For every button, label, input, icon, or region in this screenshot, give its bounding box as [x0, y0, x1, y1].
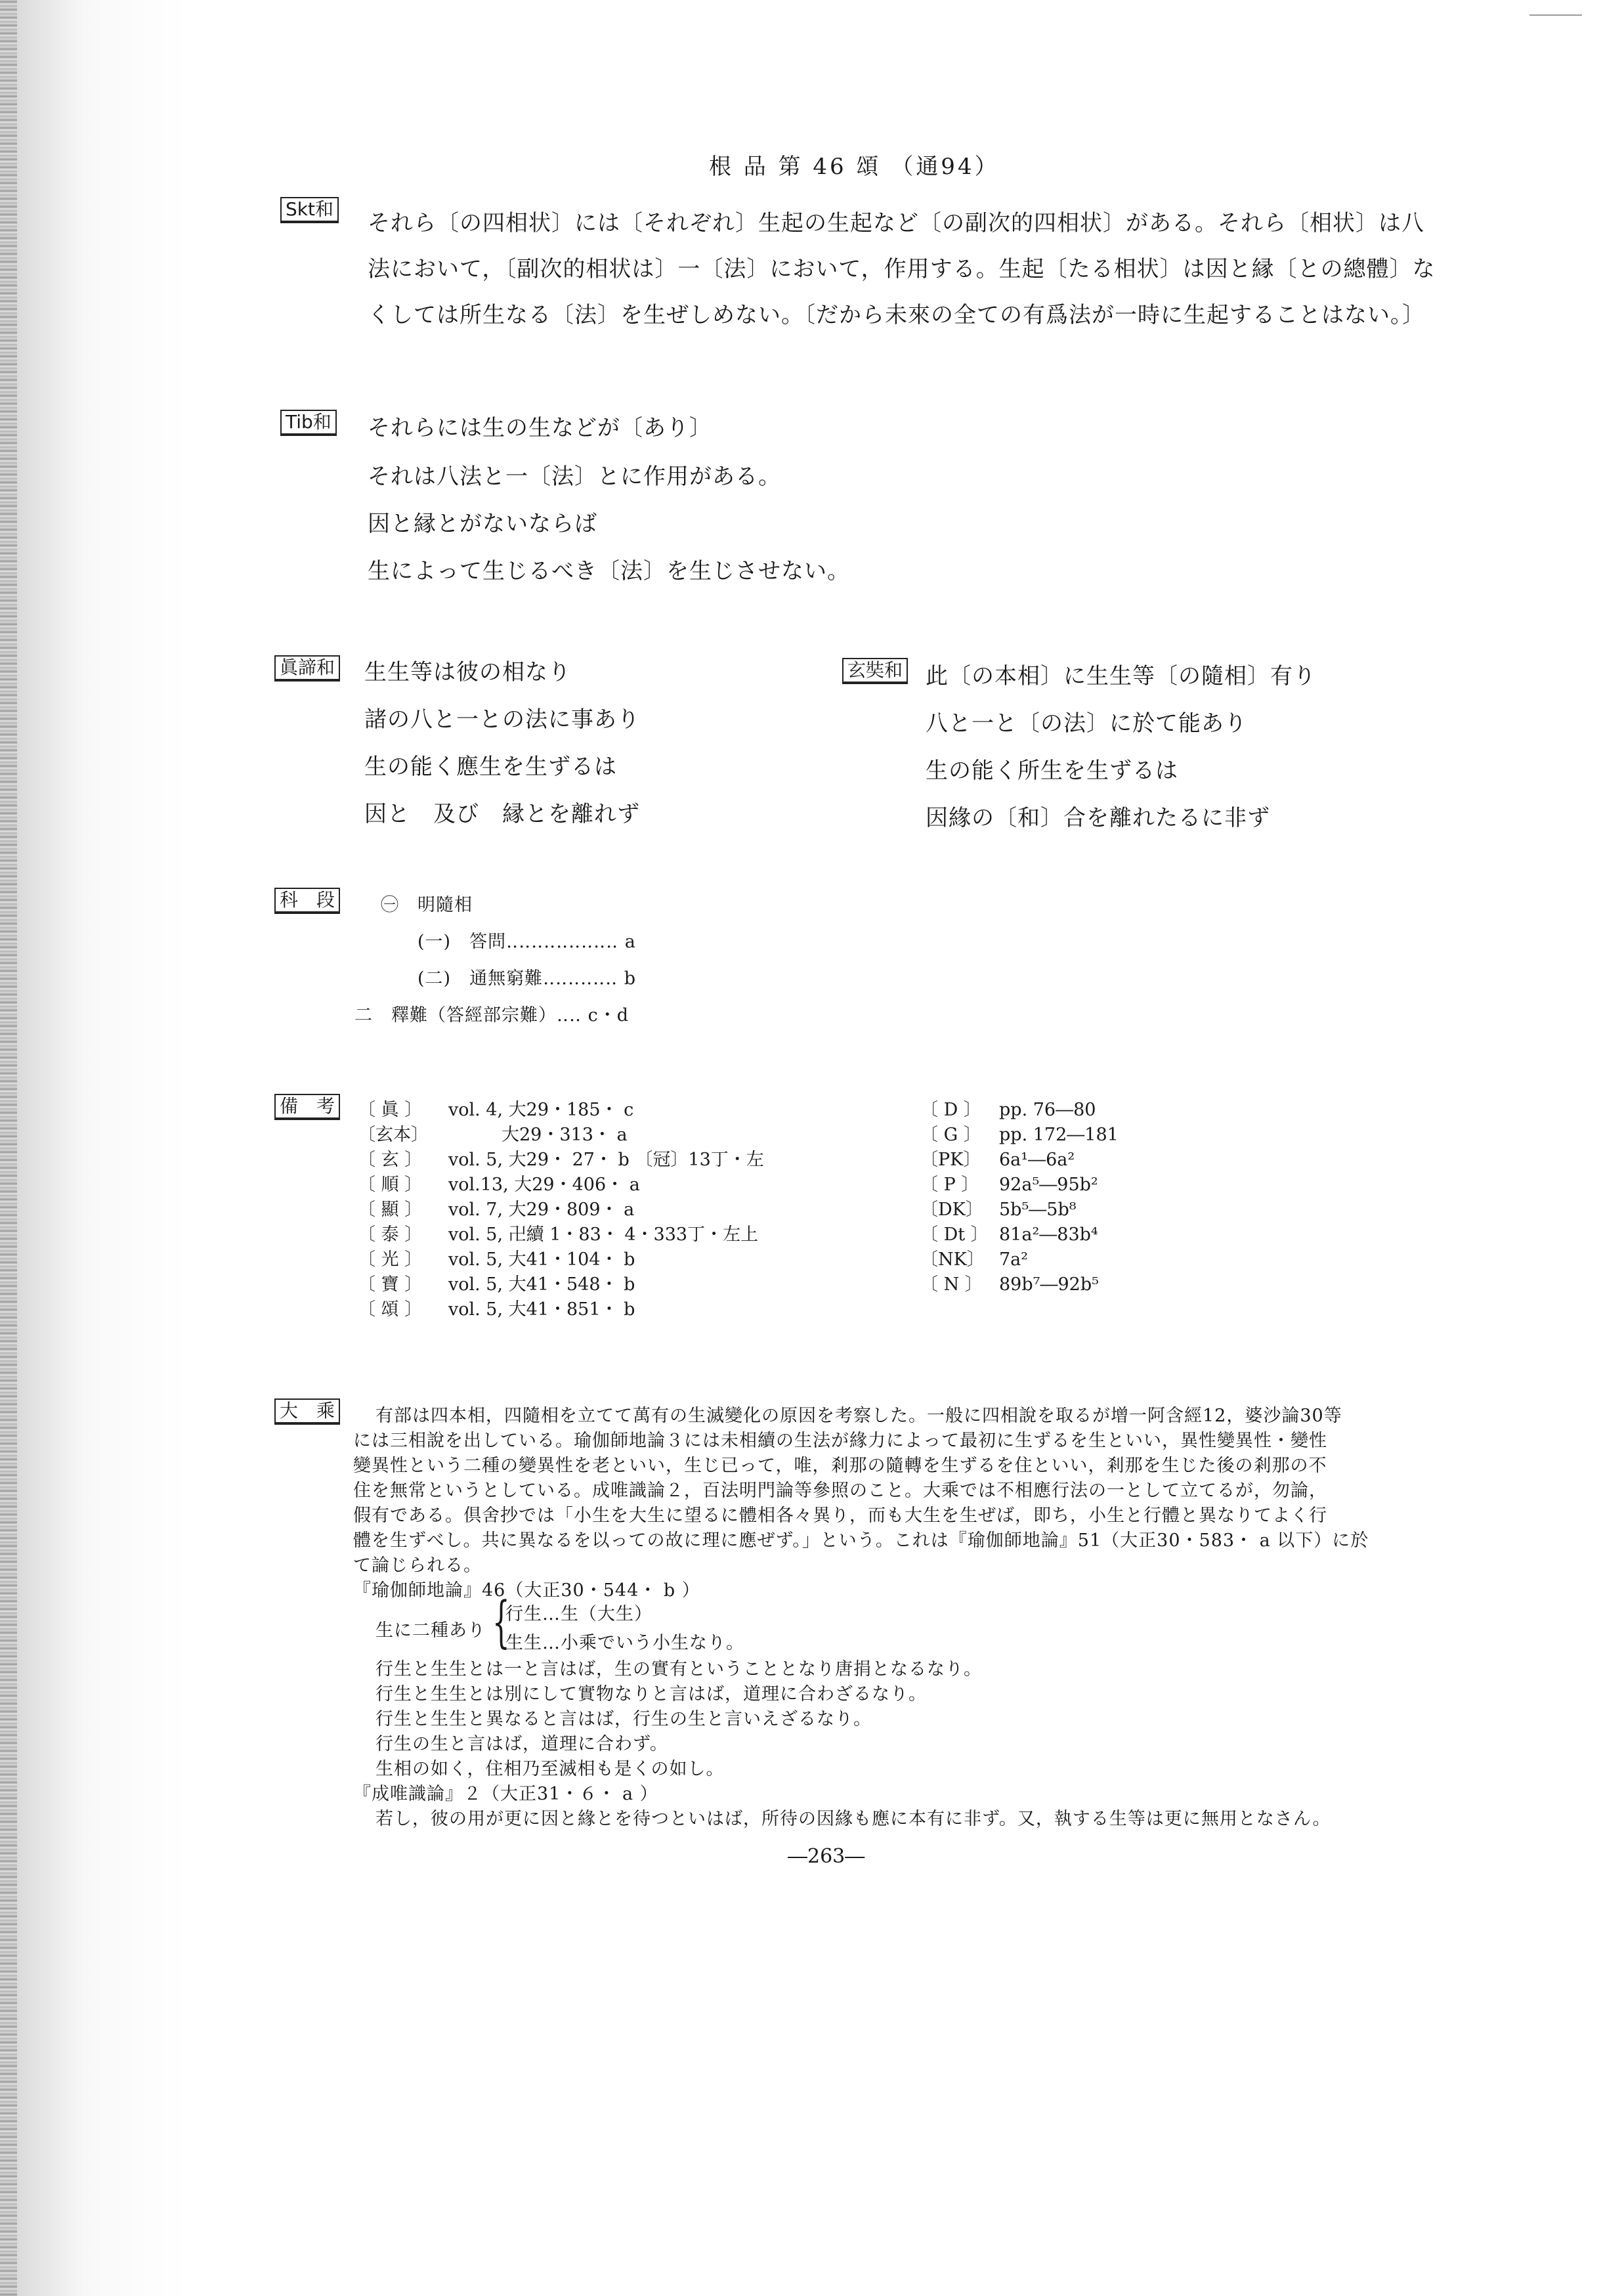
daijo-line: には三相說を出している。瑜伽師地論３には未相續の生法が緣力によって最初に生ずるを生といい，異性變異性・變性 [353, 1431, 1327, 1451]
genjo-tag: 玄奘和 [842, 658, 908, 684]
ref-left: 〔 順 〕 vol.13, 大29・406・ a [358, 1175, 640, 1195]
ref-right: 〔 P 〕 92a⁵―95b² [920, 1175, 1098, 1195]
ref-right: 〔NK〕 7a² [920, 1249, 1029, 1270]
brace-item: 生生…小乘でいう小生なり。 [505, 1633, 744, 1653]
joyuishiki-ref: 『成唯識論』２（大正31・６・ a ） [353, 1784, 658, 1804]
ref-right: 〔 D 〕 pp. 76―80 [920, 1100, 1096, 1120]
daijo-line: 假有である。倶舍抄では「小生を大生に望るに體相各々異り，而も大生を生ぜば，即ち，小生と行體と異なりてよく行 [353, 1505, 1327, 1526]
shindai-line: 諸の八と一との法に事あり [364, 706, 640, 733]
skt-line: 法において，〔副次的相状は〕一〔法〕において，作用する。生起〔たる相状〕は因と縁〔との總體〕な [368, 256, 1436, 282]
yuga-line: 行生と生生とは別にして實物なりと言はば，道理に合わざるなり。 [375, 1684, 927, 1704]
ref-left: 〔 顯 〕 vol. 7, 大29・809・ a [358, 1200, 635, 1220]
kadan-item: ㊀ 明隨相 [381, 895, 473, 915]
ref-right: 〔PK〕 6a¹―6a² [920, 1150, 1075, 1170]
ref-right: 〔 Dt 〕 81a²―83b⁴ [920, 1224, 1098, 1245]
shindai-line: 生生等は彼の相なり [364, 659, 571, 685]
kadan-item: 二 釋難（答經部宗難）‥‥ c・d [354, 1005, 630, 1026]
kadan-tag: 科 段 [274, 888, 340, 914]
skt-line: くしては所生なる〔法〕を生ぜしめない。〔だから未來の全ての有爲法が一時に生起することはない。〕 [368, 302, 1425, 328]
page-number: ―263― [788, 1845, 865, 1868]
daijo-line: 變異性という二種の變異性を老といい，生じ已って，唯，剎那の隨轉を生ずるを住といい，剎那を生じた後の剎那の不 [353, 1456, 1327, 1476]
yuga-line: 生相の如く，住相乃至滅相も是くの如し。 [375, 1759, 725, 1779]
shindai-tag: 眞諦和 [274, 655, 340, 682]
scan-shadow [17, 0, 188, 2296]
brace-item: 行生…生（大生） [505, 1604, 652, 1624]
ref-left: 〔 寶 〕 vol. 5, 大41・548・ b [358, 1274, 635, 1295]
ref-right: 〔 N 〕 89b⁷―92b⁵ [920, 1274, 1099, 1295]
joyuishiki-line: 若し，彼の用が更に因と緣とを待つといはば，所待の因緣も應に本有に非ず。又，執する生等は更に無用となさん。 [375, 1809, 1331, 1829]
ref-left: 〔 光 〕 vol. 5, 大41・104・ b [358, 1249, 635, 1270]
ref-left: 〔 眞 〕 vol. 4, 大29・185・ c [358, 1100, 634, 1120]
daijo-line: て論じられる。 [353, 1555, 482, 1576]
brace-icon: { [492, 1590, 510, 1654]
page-title: 根 品 第 46 頌 （通94） [709, 154, 1000, 180]
tib-line: 因と縁とがないならば [368, 511, 597, 537]
tib-tag: Tib和 [280, 410, 337, 436]
scan-edge [0, 0, 17, 2296]
yuga-line: 行生の生と言はば，道理に合わず。 [375, 1734, 668, 1754]
genjo-line: 此〔の本相〕に生生等〔の隨相〕有り [926, 663, 1316, 689]
yuga-line: 行生と生生とは一と言はば，生の實有ということとなり唐捐となるなり。 [375, 1659, 982, 1679]
shindai-line: 生の能く應生を生ずるは [364, 754, 617, 780]
tib-line: 生によって生じるべき〔法〕を生じさせない。 [368, 558, 850, 584]
kadan-item: (一) 答問‥‥‥‥‥‥‥‥‥ a [417, 932, 636, 952]
scan-mark [1529, 14, 1582, 16]
kadan-item: (二) 通無窮難‥‥‥‥‥‥ b [417, 968, 636, 989]
daijo-line: 體を生ずべし。共に異なるを以っての故に理に應ぜず。」という。これは『瑜伽師地論』51（大正30・583・ a 以下）に於 [353, 1530, 1369, 1551]
ref-right: 〔 G 〕 pp. 172―181 [920, 1125, 1119, 1145]
ref-left: 〔玄本〕 大29・313・ a [358, 1125, 628, 1145]
brace-label: 生に二種あり [375, 1620, 486, 1641]
yuga-ref: 『瑜伽師地論』46（大正30・544・ b ） [353, 1580, 700, 1601]
biko-tag: 備 考 [274, 1094, 340, 1120]
shindai-line: 因と 及び 縁とを離れず [364, 801, 640, 827]
daijo-line: 住を無常というとしている。成唯識論２，百法明門論等參照のこと。大乘では不相應行法の一として立てるが，勿論， [353, 1481, 1327, 1501]
tib-line: それは八法と一〔法〕とに作用がある。 [368, 464, 781, 490]
daijo-line: 有部は四本相，四隨相を立てて萬有の生滅變化の原因を考察した。一般に四相說を取るが增一阿含經12，婆沙論30等 [375, 1406, 1342, 1426]
tib-line: それらには生の生などが〔あり〕 [368, 415, 712, 441]
ref-left: 〔 泰 〕 vol. 5, 卍續 1・83・ 4・333丁・左上 [358, 1224, 759, 1245]
ref-right: 〔DK〕 5b⁵―5b⁸ [920, 1200, 1077, 1220]
genjo-line: 八と一と〔の法〕に於て能あり [926, 710, 1247, 737]
genjo-line: 生の能く所生を生ずるは [926, 758, 1178, 784]
genjo-line: 因緣の〔和〕合を離れたるに非ず [926, 805, 1270, 831]
yuga-line: 行生と生生と異なると言はば，行生の生と言いえざるなり。 [375, 1709, 872, 1729]
ref-left: 〔 玄 〕 vol. 5, 大29・ 27・ b 〔冠〕13丁・左 [358, 1150, 764, 1170]
ref-left: 〔 頌 〕 vol. 5, 大41・851・ b [358, 1299, 635, 1320]
skt-tag: Skt和 [280, 197, 339, 223]
daijo-tag: 大 乘 [274, 1398, 340, 1425]
skt-line: それら〔の四相状〕には〔それぞれ〕生起の生起など〔の副次的四相状〕がある。それら〔相状〕は八 [368, 210, 1424, 236]
